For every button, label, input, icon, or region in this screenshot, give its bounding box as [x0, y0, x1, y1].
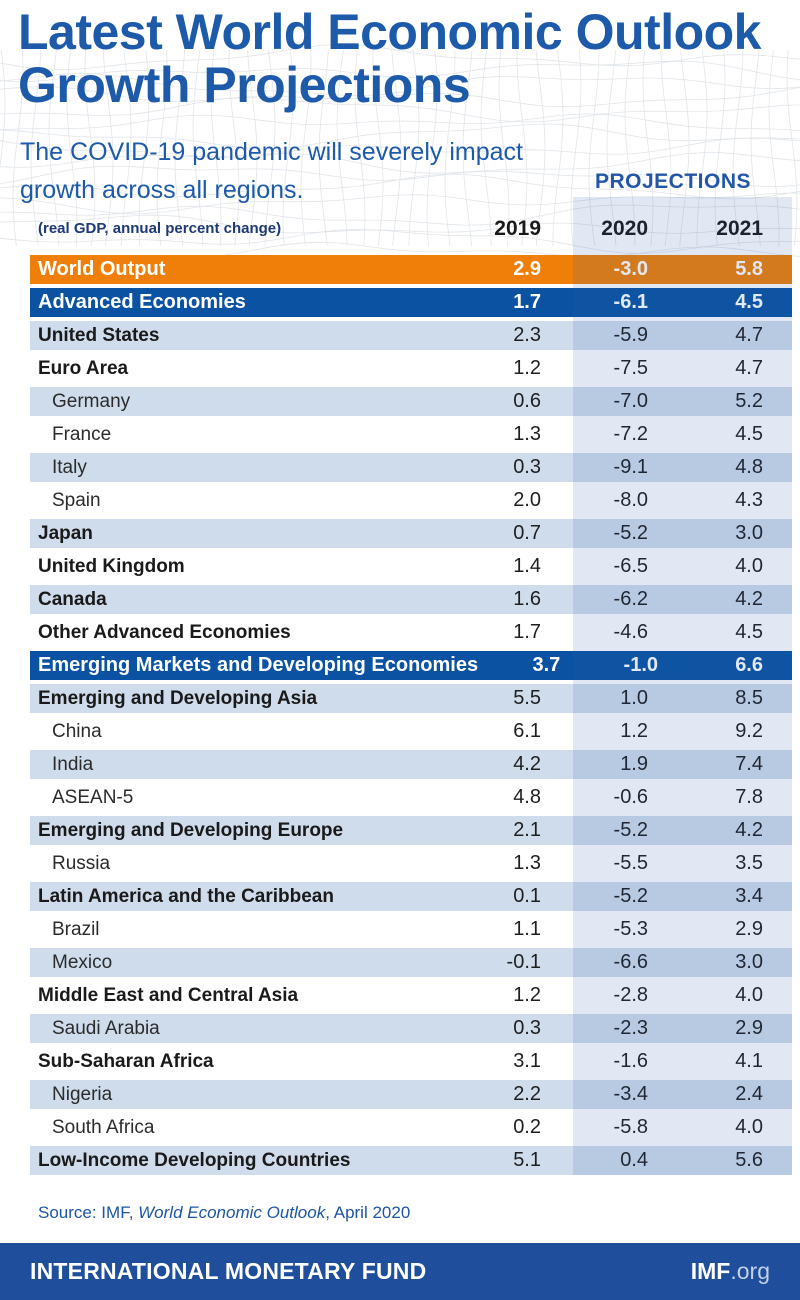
- value-2019: 5.1: [513, 1149, 541, 1171]
- value-2020: -6.5: [613, 555, 648, 577]
- row-label: World Output: [38, 258, 166, 280]
- source-suffix: , April 2020: [325, 1203, 411, 1222]
- row-label: Germany: [52, 390, 131, 412]
- source-publication: World Economic Outlook: [138, 1203, 326, 1222]
- table-row: [30, 1113, 792, 1142]
- value-2019: 2.0: [513, 489, 541, 511]
- value-2019: -0.1: [506, 951, 541, 973]
- value-2019: 1.2: [513, 357, 541, 379]
- value-2021: 4.3: [735, 489, 763, 511]
- footer-bar: [0, 1243, 800, 1300]
- value-2019: 1.2: [513, 984, 541, 1006]
- value-2021: 4.0: [735, 984, 763, 1006]
- row-label: Emerging Markets and Developing Economies: [38, 654, 479, 676]
- growth-projections-table: [30, 255, 792, 1175]
- value-2020: -6.6: [613, 951, 648, 973]
- value-2021: 4.5: [735, 423, 763, 445]
- row-label: United States: [38, 324, 160, 346]
- value-2021: 2.9: [735, 1017, 763, 1039]
- value-2021: 4.0: [735, 1116, 763, 1138]
- value-2019: 0.3: [513, 1017, 541, 1039]
- table-row: [30, 981, 792, 1010]
- row-label: Mexico: [52, 951, 113, 973]
- value-2019: 1.3: [513, 852, 541, 874]
- value-2021: 5.2: [735, 390, 763, 412]
- row-label: Japan: [38, 522, 93, 544]
- row-label: Euro Area: [38, 357, 129, 379]
- value-2021: 9.2: [735, 720, 763, 742]
- table-row: [30, 783, 792, 812]
- value-2019: 1.6: [513, 588, 541, 610]
- table-row: [30, 585, 792, 614]
- table-row: [30, 882, 792, 911]
- value-2020: -1.6: [613, 1050, 648, 1072]
- table-row: [30, 849, 792, 878]
- value-2021: 4.2: [735, 819, 763, 841]
- table-row: [30, 717, 792, 746]
- value-2020: 0.4: [620, 1149, 648, 1171]
- projections-label: PROJECTIONS: [594, 170, 752, 193]
- value-2019: 1.7: [513, 621, 541, 643]
- table-row: [30, 915, 792, 944]
- value-2020: -8.0: [613, 489, 648, 511]
- value-2019: 6.1: [513, 720, 541, 742]
- table-row: [30, 453, 792, 482]
- value-2021: 4.2: [735, 588, 763, 610]
- row-label: Sub-Saharan Africa: [38, 1050, 214, 1072]
- table-row: [30, 255, 792, 284]
- value-2019: 2.2: [513, 1083, 541, 1105]
- value-2019: 3.7: [532, 654, 561, 676]
- row-label: China: [52, 720, 102, 742]
- row-label: France: [52, 423, 112, 445]
- column-header-2021: 2021: [716, 216, 763, 240]
- value-2021: 4.8: [735, 456, 763, 478]
- value-2021: 4.7: [735, 357, 763, 379]
- row-label: United Kingdom: [38, 555, 185, 577]
- value-2020: -5.9: [613, 324, 648, 346]
- table-row: [30, 552, 792, 581]
- table-row: [30, 1014, 792, 1043]
- value-2019: 0.2: [513, 1116, 541, 1138]
- value-2021: 5.8: [735, 258, 763, 280]
- value-2019: 0.3: [513, 456, 541, 478]
- value-2021: 4.5: [735, 291, 763, 313]
- value-2020: 1.0: [620, 687, 648, 709]
- source-prefix: Source: IMF,: [38, 1203, 139, 1222]
- table-header-row: [30, 212, 792, 245]
- row-label: Low-Income Developing Countries: [38, 1149, 351, 1171]
- value-2021: 2.9: [735, 918, 763, 940]
- value-2021: 3.5: [735, 852, 763, 874]
- table-row: [30, 750, 792, 779]
- value-2021: 2.4: [735, 1083, 763, 1105]
- value-2020: 1.2: [620, 720, 648, 742]
- row-label: ASEAN-5: [52, 786, 134, 808]
- value-2021: 4.1: [735, 1050, 763, 1072]
- value-2020: -7.0: [613, 390, 648, 412]
- value-2021: 4.7: [735, 324, 763, 346]
- page-title-line1: Latest World Economic Outlook: [18, 4, 761, 60]
- value-2019: 5.5: [513, 687, 541, 709]
- value-2020: -0.6: [613, 786, 648, 808]
- value-2020: -2.8: [613, 984, 648, 1006]
- value-2020: 1.9: [620, 753, 648, 775]
- column-header-2020: 2020: [601, 216, 648, 240]
- value-2020: -5.2: [613, 885, 648, 907]
- value-2021: 6.6: [735, 654, 763, 676]
- row-label: Latin America and the Caribbean: [38, 885, 334, 907]
- value-2019: 1.3: [513, 423, 541, 445]
- table-row: [30, 684, 792, 713]
- row-label: Brazil: [52, 918, 100, 940]
- table-row: [30, 618, 792, 647]
- value-2020: -9.1: [613, 456, 648, 478]
- value-2021: 7.4: [735, 753, 763, 775]
- row-label: Advanced Economies: [38, 291, 246, 313]
- row-label: Nigeria: [52, 1083, 113, 1105]
- value-2020: -7.5: [613, 357, 648, 379]
- value-2020: -5.2: [613, 522, 648, 544]
- value-2019: 2.1: [513, 819, 541, 841]
- table-row: [30, 519, 792, 548]
- value-2021: 3.4: [735, 885, 763, 907]
- value-2020: -5.5: [613, 852, 648, 874]
- table-row: [30, 288, 792, 317]
- value-2020: -3.0: [613, 258, 648, 280]
- value-2019: 1.7: [513, 291, 541, 313]
- table-row: [30, 420, 792, 449]
- value-2021: 3.0: [735, 951, 763, 973]
- page-subtitle: [20, 133, 523, 209]
- row-label: Russia: [52, 852, 111, 874]
- value-2019: 4.8: [513, 786, 541, 808]
- value-2020: -3.4: [613, 1083, 648, 1105]
- value-2020: -5.2: [613, 819, 648, 841]
- value-2019: 0.6: [513, 390, 541, 412]
- table-row: [30, 387, 792, 416]
- table-row: [30, 816, 792, 845]
- column-header-2019: 2019: [494, 216, 541, 240]
- table-row: [30, 948, 792, 977]
- value-2020: -1.0: [623, 654, 658, 676]
- imf-website-suffix: .org: [730, 1258, 770, 1284]
- value-2021: 8.5: [735, 687, 763, 709]
- row-label: Middle East and Central Asia: [38, 984, 299, 1006]
- page-subtitle-line1: The COVID-19 pandemic will severely impact: [20, 138, 523, 166]
- value-2019: 2.9: [513, 258, 541, 280]
- value-2020: -2.3: [613, 1017, 648, 1039]
- row-label: Canada: [38, 588, 107, 610]
- table-row: [30, 486, 792, 515]
- row-label: Emerging and Developing Asia: [38, 687, 318, 709]
- imf-brand-name: INTERNATIONAL MONETARY FUND: [30, 1258, 427, 1284]
- table-row: [30, 651, 792, 680]
- value-2019: 3.1: [513, 1050, 541, 1072]
- row-label: Spain: [52, 489, 101, 511]
- value-2021: 3.0: [735, 522, 763, 544]
- value-2019: 1.4: [513, 555, 541, 577]
- value-2020: -6.2: [613, 588, 648, 610]
- table-row: [30, 321, 792, 350]
- value-2020: -5.3: [613, 918, 648, 940]
- imf-website: [691, 1258, 770, 1285]
- value-2019: 2.3: [513, 324, 541, 346]
- value-2019: 1.1: [513, 918, 541, 940]
- value-2020: -5.8: [613, 1116, 648, 1138]
- value-2021: 4.5: [735, 621, 763, 643]
- table-row: [30, 1080, 792, 1109]
- table-row: [30, 1047, 792, 1076]
- imf-website-bold: IMF: [690, 1258, 731, 1284]
- row-label: South Africa: [52, 1116, 155, 1138]
- row-label: Other Advanced Economies: [38, 621, 291, 643]
- page-title-line2: Growth Projections: [18, 57, 471, 113]
- value-2020: -7.2: [613, 423, 648, 445]
- row-label: Saudi Arabia: [52, 1017, 160, 1039]
- gdp-unit-note: (real GDP, annual percent change): [38, 220, 282, 237]
- value-2020: -6.1: [613, 291, 648, 313]
- value-2021: 4.0: [735, 555, 763, 577]
- table-row: [30, 1146, 792, 1175]
- table-row: [30, 354, 792, 383]
- value-2020: -4.6: [613, 621, 648, 643]
- value-2019: 0.7: [513, 522, 541, 544]
- row-label: Emerging and Developing Europe: [38, 819, 344, 841]
- value-2021: 5.6: [735, 1149, 763, 1171]
- value-2019: 4.2: [513, 753, 541, 775]
- page-subtitle-line2: growth across all regions.: [20, 176, 304, 204]
- source-note: [38, 1203, 410, 1223]
- row-label: Italy: [52, 456, 87, 478]
- row-label: India: [52, 753, 94, 775]
- value-2019: 0.1: [513, 885, 541, 907]
- page-title: [18, 6, 761, 112]
- value-2021: 7.8: [735, 786, 763, 808]
